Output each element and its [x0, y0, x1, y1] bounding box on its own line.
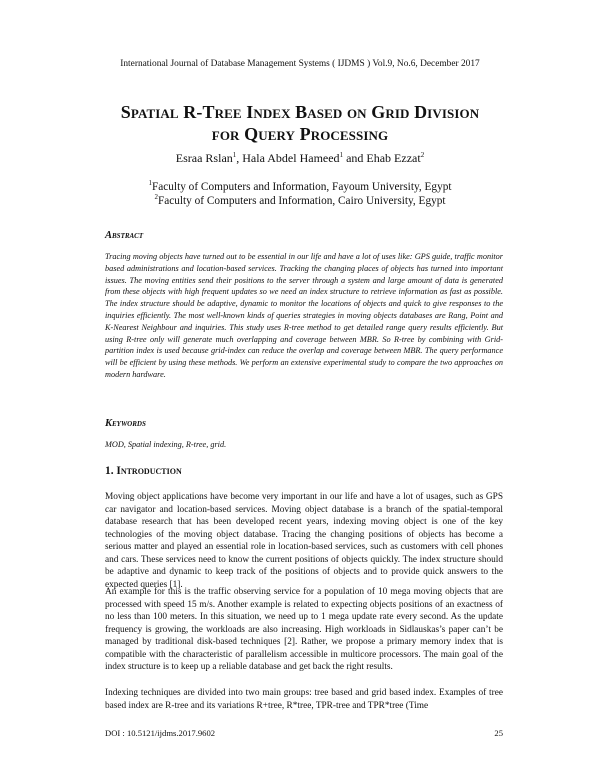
author-list: [0, 151, 600, 166]
abstract-text: Tracing moving objects have turned out to be essential in our life and have a lot of uses like: GPS guide, traffic monitor based administrations and location-based services. Tracking the changing places of objects has turned into important issues. The moving entities send their positions to the server through a system and large amount of data is generated from these objects with high frequent updates so we need an index structure to retrieve information as fast as possible. The index structure should be adaptive, dynamic to monitor the locations of objects and quick to give responses to the inquiries efficiently. The most well-known kinds of queries strategies in moving objects databases are Rang, Point and K-Nearest Neighbour and inquiries. This study uses R-tree method to get detailed range query results efficiently. But using R-tree only will generate much overlapping and coverage between MBR. So R-tree by combining with Grid-partition index is used because grid-index can reduce the overlap and coverage between MBR. The query performance will be efficient by using these methods. We perform an extensive experimental study to compare the two approaches on modern hardware.: [105, 252, 503, 379]
author-name: Hala Abdel Hameed: [242, 151, 340, 165]
author-name: Esraa Rslan: [175, 151, 233, 165]
doi-footer: DOI : 10.5121/ijdms.2017.9602: [105, 728, 216, 738]
body-paragraph: Moving object applications have become very important in our life and have a lot of usages, such as GPS car navigator and location-based services. Moving object database is a branch of the spatial-temporal database research that has been developed recent years, indexing moving object is one of the key technologies of the moving object database. Tracing the changing positions of objects has become a serious matter and played an essential role in location-based services, such as customers with cell phones and cars. These services need to know the current positions of objects quickly. The index structure should be adaptive and dynamic to keep track of the positions of objects and to provide quick answers to the expected queries [1].: [105, 492, 503, 590]
author-affiliation-mark: 1: [339, 151, 344, 159]
affiliation-1: [0, 180, 600, 194]
affiliation-text: Faculty of Computers and Information, Cairo University, Egypt: [157, 195, 446, 207]
affiliation-2: [0, 194, 600, 208]
author-affiliation-mark: 1: [232, 151, 237, 159]
author-separator: ,: [236, 151, 243, 165]
body-paragraph: Indexing techniques are divided into two main groups: tree based and grid based index. Examples of tree based index are R-tree and its variations R+tree, R*tree, TPR-tree and TPR*tree (Time: [105, 688, 503, 711]
title-line-2: for Query Processing: [211, 124, 389, 144]
author-affiliation-mark: 2: [420, 151, 425, 159]
introduction-heading: 1. Introduction: [105, 465, 182, 477]
body-paragraph: An example for this is the traffic observing service for a population of 10 mega moving objects that are processed with speed 15 m/s. Another example is related to expecting objects positions of an exactness of no less than 100 meters. In this situation, we need up to 1 mega update rate every second. As the update frequency is growing, the workloads are also increasing. High workloads in Sidlauskas’s paper can’t be managed by traditional disk-based techniques [2]. Rather, we propose a primary memory index that is compatible with the characteristic of parallelism accessible in multicore processors. The main goal of the index structure is to keep up a reliable database and get back the right results.: [105, 587, 503, 672]
keywords-text: MOD, Spatial indexing, R-tree, grid.: [105, 440, 227, 449]
keywords-heading: Keywords: [105, 418, 146, 429]
affiliation-mark: 2: [154, 193, 158, 202]
paper-title: [60, 101, 540, 145]
abstract-heading: Abstract: [105, 230, 144, 241]
affiliation-mark: 1: [148, 179, 152, 188]
author-name: Ehab Ezzat: [366, 151, 421, 165]
running-header: International Journal of Database Management Systems ( IJDMS ) Vol.9, No.6, December 2017: [120, 59, 480, 69]
affiliation-text: Faculty of Computers and Information, Fayoum University, Egypt: [151, 181, 452, 193]
title-line-1: Spatial R-Tree Index Based on Grid Division: [120, 102, 480, 122]
page-number: 25: [494, 728, 503, 738]
author-separator: and: [343, 151, 367, 165]
